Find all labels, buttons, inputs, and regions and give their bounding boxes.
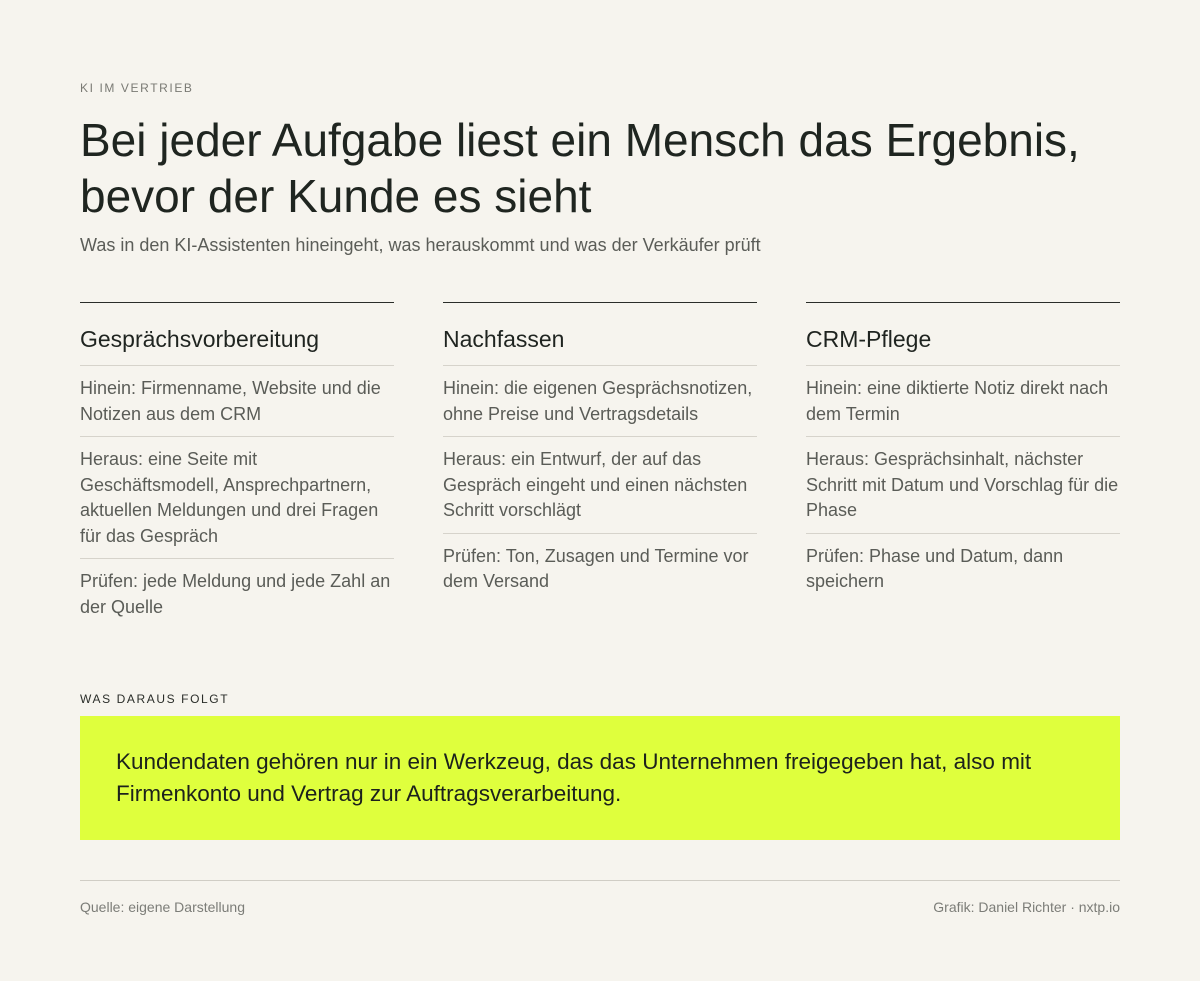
conclusion-label: WAS DARAUS FOLGT xyxy=(80,692,230,706)
footer-divider xyxy=(80,880,1120,881)
source-note: Quelle: eigene Darstellung xyxy=(80,899,245,915)
column-title: CRM-Pflege xyxy=(806,303,1120,366)
task-columns xyxy=(80,302,1120,662)
row-hinein: Hinein: eine diktierte Notiz direkt nach dem Termin xyxy=(806,366,1120,437)
row-heraus: Heraus: eine Seite mit Geschäftsmodell, Ansprechpartnern, aktuellen Meldungen und drei Fragen für das Gespräch xyxy=(80,437,394,559)
row-pruefen: Prüfen: Ton, Zusagen und Termine vor dem Versand xyxy=(443,545,749,591)
eyebrow-label: KI IM VERTRIEB xyxy=(80,81,194,95)
page-subtitle: Was in den KI-Assistenten hineingeht, was herauskommt und was der Verkäufer prüft xyxy=(80,235,761,255)
row-heraus: Heraus: ein Entwurf, der auf das Gespräch eingeht und einen nächsten Schritt vorschlägt xyxy=(443,437,757,534)
conclusion-text: Kundendaten gehören nur in ein Werkzeug, das das Unternehmen freigegeben hat, also mit Firmenkonto und Vertrag zur Auftragsverarbeitung. xyxy=(116,749,1032,806)
column-nachfassen xyxy=(443,302,757,604)
conclusion-callout xyxy=(80,716,1120,840)
page-title: Bei jeder Aufgabe liest ein Mensch das Ergebnis, bevor der Kunde es sieht xyxy=(80,114,1080,222)
column-crm-pflege xyxy=(806,302,1120,604)
row-pruefen: Prüfen: jede Meldung und jede Zahl an der Quelle xyxy=(80,571,391,617)
credit-note: Grafik: Daniel Richter · nxtp.io xyxy=(933,899,1120,915)
row-hinein: Hinein: Firmenname, Website und die Notizen aus dem CRM xyxy=(80,366,394,437)
row-pruefen: Prüfen: Phase und Datum, dann speichern xyxy=(806,545,1064,591)
row-hinein: Hinein: die eigenen Gesprächsnotizen, ohne Preise und Vertragsdetails xyxy=(443,366,757,437)
column-title: Nachfassen xyxy=(443,303,757,366)
column-gespraechsvorbereitung xyxy=(80,302,394,629)
row-heraus: Heraus: Gesprächsinhalt, nächster Schritt mit Datum und Vorschlag für die Phase xyxy=(806,437,1120,534)
column-title: Gesprächsvorbereitung xyxy=(80,303,394,366)
